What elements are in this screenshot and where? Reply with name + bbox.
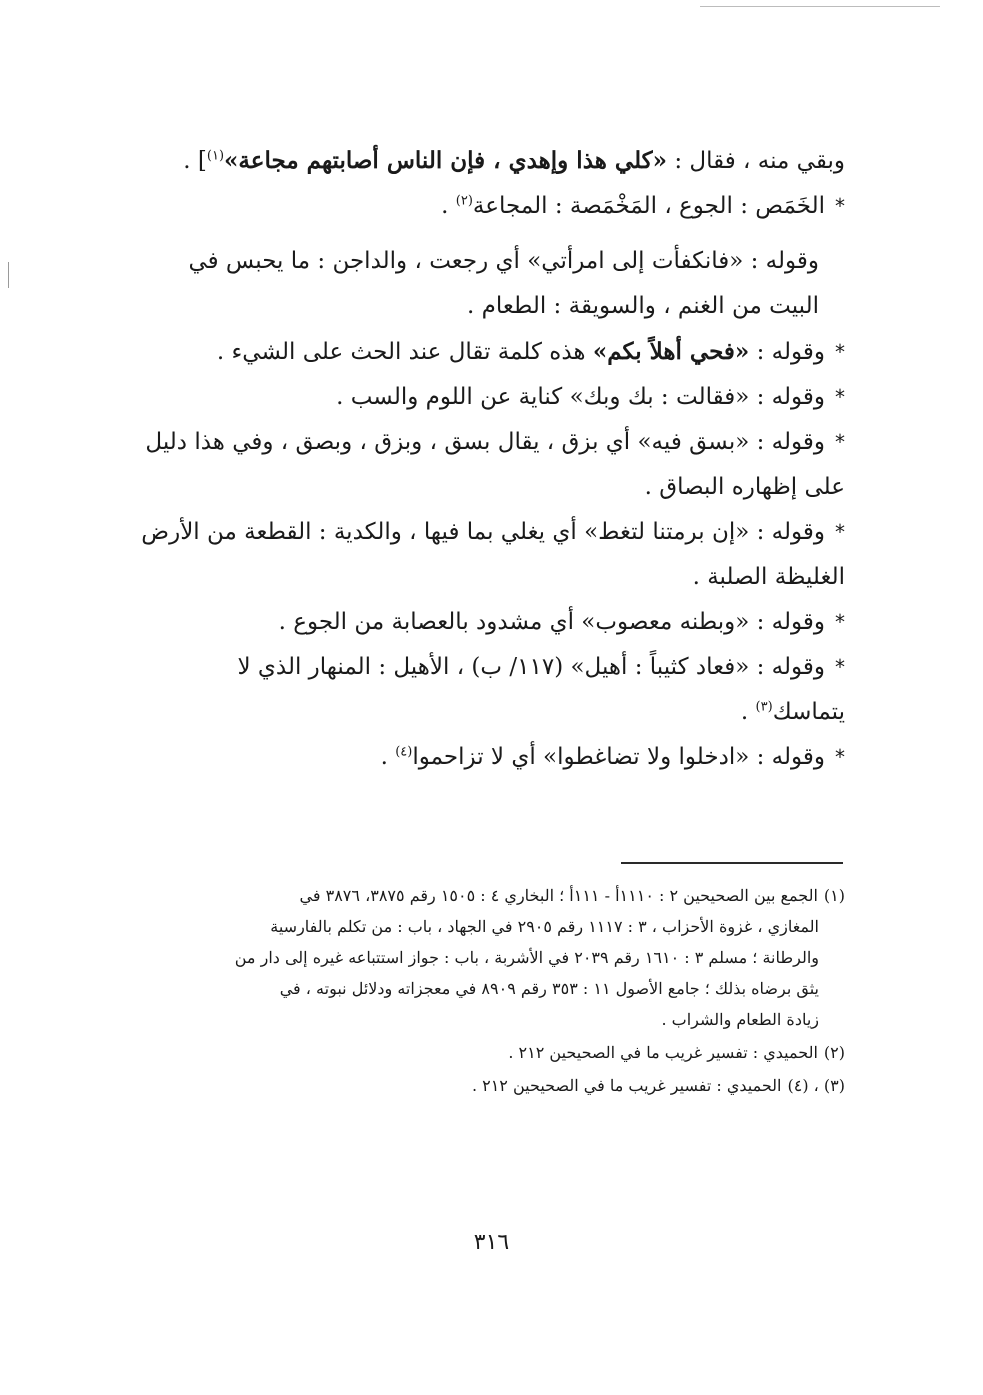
paragraph	[138, 184, 845, 229]
text-run: وقوله : «ادخلوا ولا تضاغطوا» أي لا تزاحموا	[412, 744, 825, 770]
asterisk-marker: *	[835, 340, 845, 364]
paragraph	[138, 138, 845, 184]
footnote-number: (٢)	[823, 1043, 845, 1062]
asterisk-marker: *	[835, 520, 845, 544]
text-run: البيت من الغنم ، والسويقة : الطعام .	[467, 293, 819, 319]
text-run: وبقي منه ، فقال :	[667, 148, 845, 174]
text-line	[138, 239, 845, 284]
text-line	[138, 329, 845, 375]
text-line	[138, 645, 845, 690]
bold-quote: «كلي هذا وإهدي ، فإن الناس أصابتهم مجاعة»	[224, 147, 668, 174]
paragraph	[138, 600, 845, 645]
paragraph	[138, 329, 845, 375]
asterisk-marker: *	[835, 745, 845, 769]
footnote-ref: (٤)	[395, 744, 413, 760]
text-run: وقوله : «بسق فيه» أي بزق ، يقال بسق ، وبزق ، وبصق ، وفي هذا دليل	[145, 429, 825, 455]
text-line	[138, 555, 845, 600]
asterisk-marker: *	[835, 194, 845, 218]
footnote-continuation: يثق برضاه بذلك ؛ جامع الأصول ١١ : ٣٥٣ رقم ٨٩٠٩ في معجزاته ودلائل نبوته ، في	[279, 979, 819, 998]
asterisk-marker: *	[835, 610, 845, 634]
footnote-number: (١)	[823, 886, 845, 905]
text-run: على إظهاره البصاق .	[644, 474, 845, 500]
text-run: وقوله : «فعاد كثيباً : أهيل» (١١٧/ ب) ، الأهيل : المنهار الذي لا	[237, 654, 825, 680]
footnote	[138, 1070, 845, 1101]
footnote	[138, 1037, 845, 1068]
footnote-text: الجمع بين الصحيحين ٢ : ١١١٠أ - ١١١أ ؛ البخاري ٤ : ١٥٠٥ رقم ٣٨٧٥، ٣٨٧٦ في	[299, 886, 818, 905]
footnote-text: الحميدي : تفسير غريب ما في الصحيحين ٢١٢ .	[471, 1076, 782, 1095]
footnote-ref: (١)	[206, 148, 225, 164]
text-line	[138, 690, 845, 735]
text-run: .	[380, 744, 396, 770]
text-line	[138, 184, 845, 229]
footnote-continuation: والرطانة ؛ مسلم ٣ : ١٦١٠ رقم ٢٠٣٩ في الأشربة ، باب : جواز استتباعه غيره إلى دار من	[234, 948, 819, 967]
asterisk-marker: *	[835, 655, 845, 679]
footnotes	[138, 880, 845, 1103]
text-run: وقوله :	[749, 339, 825, 365]
text-line	[138, 138, 845, 184]
paragraph	[138, 645, 845, 735]
text-line	[138, 600, 845, 645]
footnote-number: (٣) ، (٤)	[787, 1076, 845, 1095]
text-line	[138, 465, 845, 510]
text-run: .	[740, 699, 756, 725]
footnote-ref: (٣)	[755, 699, 773, 715]
footnote	[138, 880, 845, 1035]
footnote-text: الحميدي : تفسير غريب ما في الصحيحين ٢١٢ .	[508, 1043, 818, 1062]
paragraph	[138, 239, 845, 329]
paragraph	[138, 375, 845, 420]
footnote-ref: (٢)	[455, 193, 473, 209]
text-run: وقوله : «فقالت : بك وبك» كناية عن اللوم والسب .	[336, 384, 825, 410]
page-number: ٣١٦	[473, 1230, 510, 1255]
text-run: يتماسك	[772, 699, 845, 725]
text-run: ] .	[183, 148, 207, 174]
text-line	[138, 735, 845, 780]
text-line	[138, 375, 845, 420]
bold-quote: «فحي أهلاً بكم»	[592, 338, 750, 365]
text-run: الغليظة الصلبة .	[692, 564, 845, 590]
footnote-continuation: المغازي ، غزوة الأحزاب ، ٣ : ١١١٧ رقم ٢٩٠٥ في الجهاد ، باب : من تكلم بالفارسية	[270, 917, 819, 936]
text-run: وقوله : «وبطنه معصوب» أي مشدود بالعصابة من الجوع .	[278, 609, 825, 635]
text-line	[138, 284, 845, 329]
text-run: .	[441, 193, 456, 219]
scan-edge-mark	[8, 262, 9, 288]
paragraph	[138, 510, 845, 600]
text-run: الخَمَص : الجوع ، المَخْمَصة : المجاعة	[472, 193, 825, 219]
footnote-continuation: زيادة الطعام والشراب .	[661, 1010, 819, 1029]
scan-edge-mark	[700, 6, 940, 7]
asterisk-marker: *	[835, 430, 845, 454]
paragraph	[138, 735, 845, 780]
footnote-separator	[621, 862, 843, 864]
asterisk-marker: *	[835, 385, 845, 409]
text-run: وقوله : «إن برمتنا لتغط» أي يغلي بما فيها ، والكدية : القطعة من الأرض	[141, 519, 825, 545]
text-run: وقوله : «فانكفأت إلى امرأتي» أي رجعت ، والداجن : ما يحبس في	[188, 248, 819, 274]
text-line	[138, 510, 845, 555]
paragraph	[138, 420, 845, 510]
main-text	[138, 138, 845, 780]
text-run: هذه كلمة تقال عند الحث على الشيء .	[216, 339, 593, 365]
text-line	[138, 420, 845, 465]
